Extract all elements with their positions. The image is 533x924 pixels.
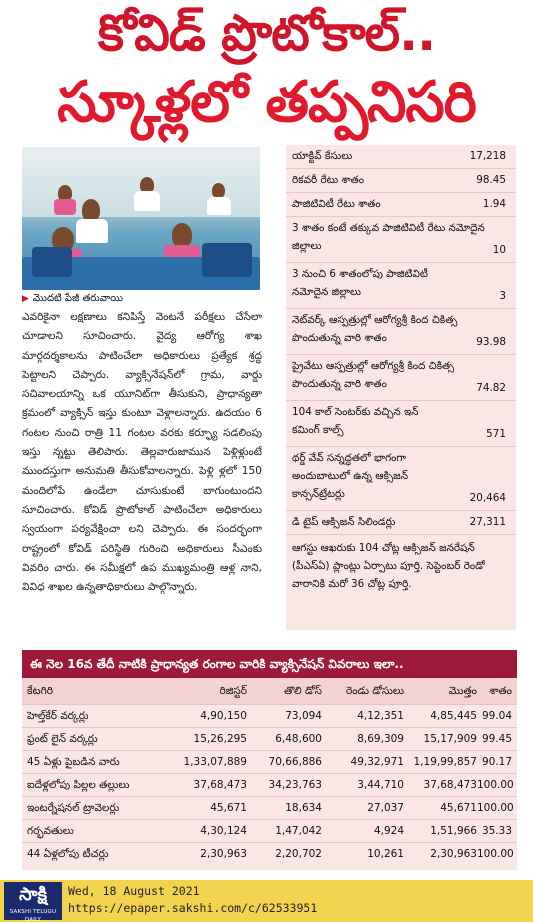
headline-line-2: స్కూళ్లలో తప్పనిసరి bbox=[57, 70, 476, 135]
edition-date: Wed, 18 August 2021 bbox=[68, 884, 200, 898]
article-body bbox=[22, 308, 262, 597]
stat-row: 3 నుంచి 6 శాతంలోపు పాజిటివిటీ నమోదైన జిల్లాలు 3 bbox=[286, 263, 516, 309]
table-row: ఐదేళ్లలోపు పిల్లల తల్లులు 37,68,473 34,23,763 3,44,710 37,68,473 100.00 bbox=[22, 774, 517, 797]
triangle-icon: ▶ bbox=[22, 294, 29, 304]
stat-row: యాక్టివ్ కేసులు 17,218 bbox=[286, 145, 516, 169]
stat-row: పాజిటివిటీ రేటు శాతం 1.94 bbox=[286, 193, 516, 217]
table-row: 45 ఏళ్లు పైబడిన వారు 1,33,07,889 70,66,886 49,32,971 1,19,99,857 90.17 bbox=[22, 751, 517, 774]
photo-caption: ▶ మొదటి పేజీ తరువాయి bbox=[22, 293, 124, 304]
covid-stats-box bbox=[286, 145, 516, 630]
table-row: ఇంటర్నేషనల్ ట్రావెలర్లు 45,671 18,634 27,037 45,671 100.00 bbox=[22, 797, 517, 820]
table-row: ఫ్రంట్ లైన్ వర్కర్లు 15,26,295 6,48,600 8,69,309 15,17,909 99.45 bbox=[22, 728, 517, 751]
column-header: మొత్తం bbox=[448, 685, 477, 697]
column-header: రిజిస్టర్ bbox=[219, 685, 247, 697]
headline-line-1: కోవిడ్ ప్రొటోకాల్.. bbox=[97, 4, 436, 62]
stat-row: ప్రైవేటు ఆస్పత్రుల్లో ఆరోగ్యశ్రీ కింద చికిత్స పొందుతున్న వారి శాతం 74.82 bbox=[286, 355, 516, 401]
stat-row: 3 శాతం కంటే తక్కువ పాజిటివిటీ రేటు నమోదైన జిల్లాలు 10 bbox=[286, 217, 516, 263]
oxygen-plant-note: ఆగస్టు ఆఖరుకు 104 చోట్ల ఆక్సిజన్ జనరేషన్ (పీఎస్ఏ) ప్లాంట్లు ఏర్పాటు పూర్తి. సెప్టెంబర్ రెండో వారానికి మరో 36 చోట్ల పూర్తి. bbox=[292, 542, 485, 590]
table-row: 44 ఏళ్లలోపు టీచర్లు 2,30,963 2,20,702 10,261 2,30,963 100.00 bbox=[27, 848, 514, 860]
headline bbox=[0, 0, 533, 138]
column-header: కేటగిరి bbox=[27, 685, 53, 697]
stat-row: నెట్‌వర్క్ ఆస్పత్రుల్లో ఆరోగ్యశ్రీ కింద చికిత్స పొందుతున్న వారి శాతం 93.98 bbox=[286, 309, 516, 355]
stat-row: డి టైప్ ఆక్సిజన్ సిలిండర్లు 27,311 bbox=[286, 511, 516, 535]
stat-row: 104 కాల్ సెంటర్‌కు వచ్చిన ఇన్ కమింగ్ కాల్స్ 571 bbox=[286, 401, 516, 447]
epaper-url[interactable]: https://epaper.sakshi.com/c/62533951 bbox=[68, 901, 318, 915]
vaccination-table-title: ఈ నెల 16వ తేదీ నాటికి ప్రాధాన్యత రంగాల వారికి వ్యాక్సినేషన్ వివరాలు ఇలా.. bbox=[22, 650, 517, 678]
stat-row: రికవరీ రేటు శాతం 98.45 bbox=[286, 169, 516, 193]
table-header-row bbox=[22, 678, 517, 705]
stat-row: థర్డ్ వేవ్ సన్నద్ధతలో భాగంగా అందుబాటులో ఉన్న ఆక్సిజన్ కాన్సన్‌ట్రేటర్లు 20,464 bbox=[286, 447, 516, 511]
footer-bar bbox=[0, 880, 533, 922]
sakshi-logo: సాక్షి SAKSHI TELUGU DAILY bbox=[4, 882, 62, 920]
column-header: రెండు డోసులు bbox=[346, 685, 404, 697]
column-header: తొలి డోస్ bbox=[284, 685, 322, 697]
classroom-photo bbox=[22, 147, 260, 290]
table-row: హెల్త్‌కేర్ వర్కర్లు 4,90,150 73,094 4,12,351 4,85,445 99.04 bbox=[22, 705, 517, 728]
article-paragraph: ఎవరికైనా లక్షణాలు కనిపిస్తే వెంటనే పరీక్షలు చేసేలా చూడాలని సూచించారు. వైద్య ఆరోగ్య శాఖ మార్గదర్శకాలను పాటించేలా అధికారులు ప్రత్యేక శ్రద్ధ పెట్టాలని చెప్పారు. వ్యాక్సినేషన్‌లో గ్రామ, వార్డు సచివాలయాన్ని ఒక యూనిట్‌గా తీసుకుని, ప్రాధాన్యతా క్రమంలో వ్యాక్సిన్ ఇస్తు కుంటూ వెళ్లాలన్నారు. ఉదయం 6 గంటల నుంచి రాత్రి 11 గంటల వరకు కర్ఫ్యూ సడలింపు ఇస్తు న్నట్టు తెలిపారు. తెల్లవారుజామున పెళ్లిళ్లుంటే ముందస్తుగా అనుమతి తీసుకోవాలన్నారు. పెళ్లి ళ్లలో 150 మందిలోపే ఉండేలా చూసుకుంటే బాగుంటుందని సూచించారు. కోవిడ్ ప్రొటోకాల్ పాటించేలా అధికారులు స్వయంగా పర్యవేక్షించా లని చెప్పారు. ఈ సందర్భంగా రాష్ట్రంలో కోవిడ్ పరిస్థితి గురించి అధికారులు సీఎంకు వివరిం చారు. ఈ సమీక్షలో ఉప ముఖ్యమంత్రి ఆళ్ల నాని, వివిధ శాఖల ఉన్నతాధికారులు పాల్గొన్నారు. bbox=[22, 311, 262, 594]
table-row: గర్భవతులు 4,30,124 1,47,042 4,924 1,51,966 35.33 bbox=[22, 820, 517, 843]
column-header: శాతం bbox=[489, 685, 512, 697]
vaccination-table bbox=[22, 678, 517, 870]
